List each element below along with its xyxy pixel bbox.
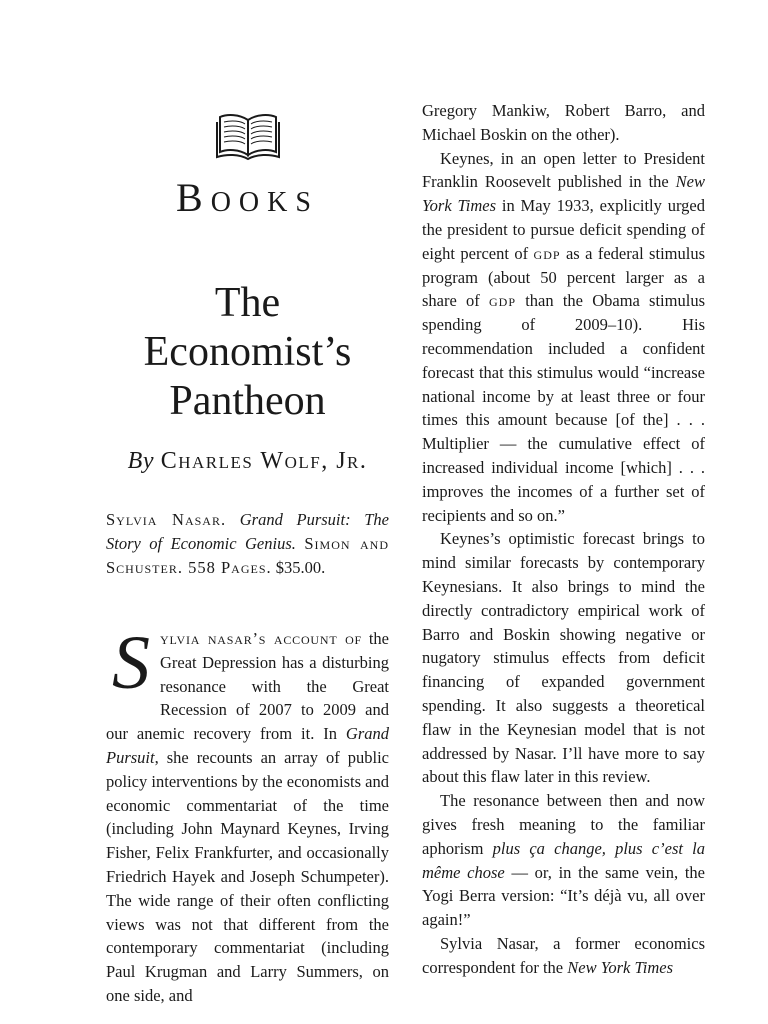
gdp-abbrev: gdp <box>488 291 516 311</box>
lead-italic: Grand Pursuit <box>106 724 389 767</box>
lead-opening: ylvia nasar’s account of <box>160 629 363 648</box>
italic-span: plus ça change, plus c’est la même chose <box>422 838 705 882</box>
lead-text: the Great Depression has a disturbing resonance with the Great Recession of 2007 to 2009 and our anemic recovery from it. In <box>106 629 389 744</box>
drop-cap: S <box>112 621 150 705</box>
continued-paragraph: Gregory Mankiw, Robert Barro, and Michael Boskin on the other). <box>422 101 705 144</box>
publisher-pages: Simon and Schuster. 558 Pages. <box>106 534 389 577</box>
text-span: — or, in the same vein, the Yogi Berra version: “It’s déjà vu, all over again!” <box>422 862 706 930</box>
book-citation <box>106 508 389 580</box>
right-column <box>422 99 705 979</box>
gdp-abbrev: gdp <box>533 243 561 263</box>
paragraph-keynes-letter <box>422 147 705 528</box>
text-span: The resonance between then and now gives fresh meaning to the familiar aphorism <box>422 791 705 858</box>
reviewed-book-title: Grand Pursuit: The Story of Economic Genius. <box>106 510 389 553</box>
text-span: Keynes, in an open letter to President Franklin Roosevelt published in the <box>422 148 705 192</box>
paragraph-resonance <box>422 789 705 932</box>
byline <box>106 446 389 476</box>
text-span: in May 1933, explicitly urged the president to pursue deficit spending of eight percent of <box>422 196 706 263</box>
open-book-icon <box>215 110 281 162</box>
lead-text-continued: , she recounts an array of public policy interventions by the economists and economic commentariat of the time (including John Maynard Keynes, Irving Fisher, Felix Frankfurter, and occasionally Friedrich Hayek and Joseph Schumpeter). The wide range of their often conflicting views was not that different from the contemporary commentariat (including Paul Krugman and Larry Summers, on one side, and <box>106 747 389 1005</box>
article-title: The Economist’s Pantheon <box>143 280 352 424</box>
byline-prefix: By <box>127 448 155 474</box>
reviewed-author: Sylvia Nasar. <box>106 510 227 529</box>
author-name: Charles Wolf, Jr. <box>160 448 368 474</box>
text-span: as a federal stimulus program (about 50 percent larger as a share of <box>422 243 705 311</box>
lead-paragraph <box>106 621 389 1008</box>
left-column <box>106 100 389 1008</box>
italic-span: New York Times <box>422 172 705 216</box>
text-span: than the Obama stimulus spending of 2009–10). His recommendation included a confident forecast that this stimulus would “increase national income by at least three or four times this amount because [of the] . . . Multiplier — the cumulative effect of increased individual income [which] . . . improves the incomes of a further set of recipients and so on.” <box>422 291 705 525</box>
paragraph-nasar <box>422 932 705 980</box>
section-heading: Books <box>176 175 319 220</box>
book-price: $35.00. <box>275 558 326 577</box>
italic-span: New York Times <box>567 957 674 977</box>
text-span: Sylvia Nasar, a former economics correspondent for the <box>422 933 705 977</box>
paragraph-forecast: Keynes’s optimistic forecast brings to mind similar forecasts by contemporary Keynesians. It also brings to mind the directly contradictory empirical work of Barro and Boskin showing negative or nugatory stimulus effects from deficit financing of expanded government spending. It also suggests a theoretical flaw in the Keynesian model that is not addressed by Nasar. I’ll have more to say about this flaw later in this review. <box>422 529 705 787</box>
